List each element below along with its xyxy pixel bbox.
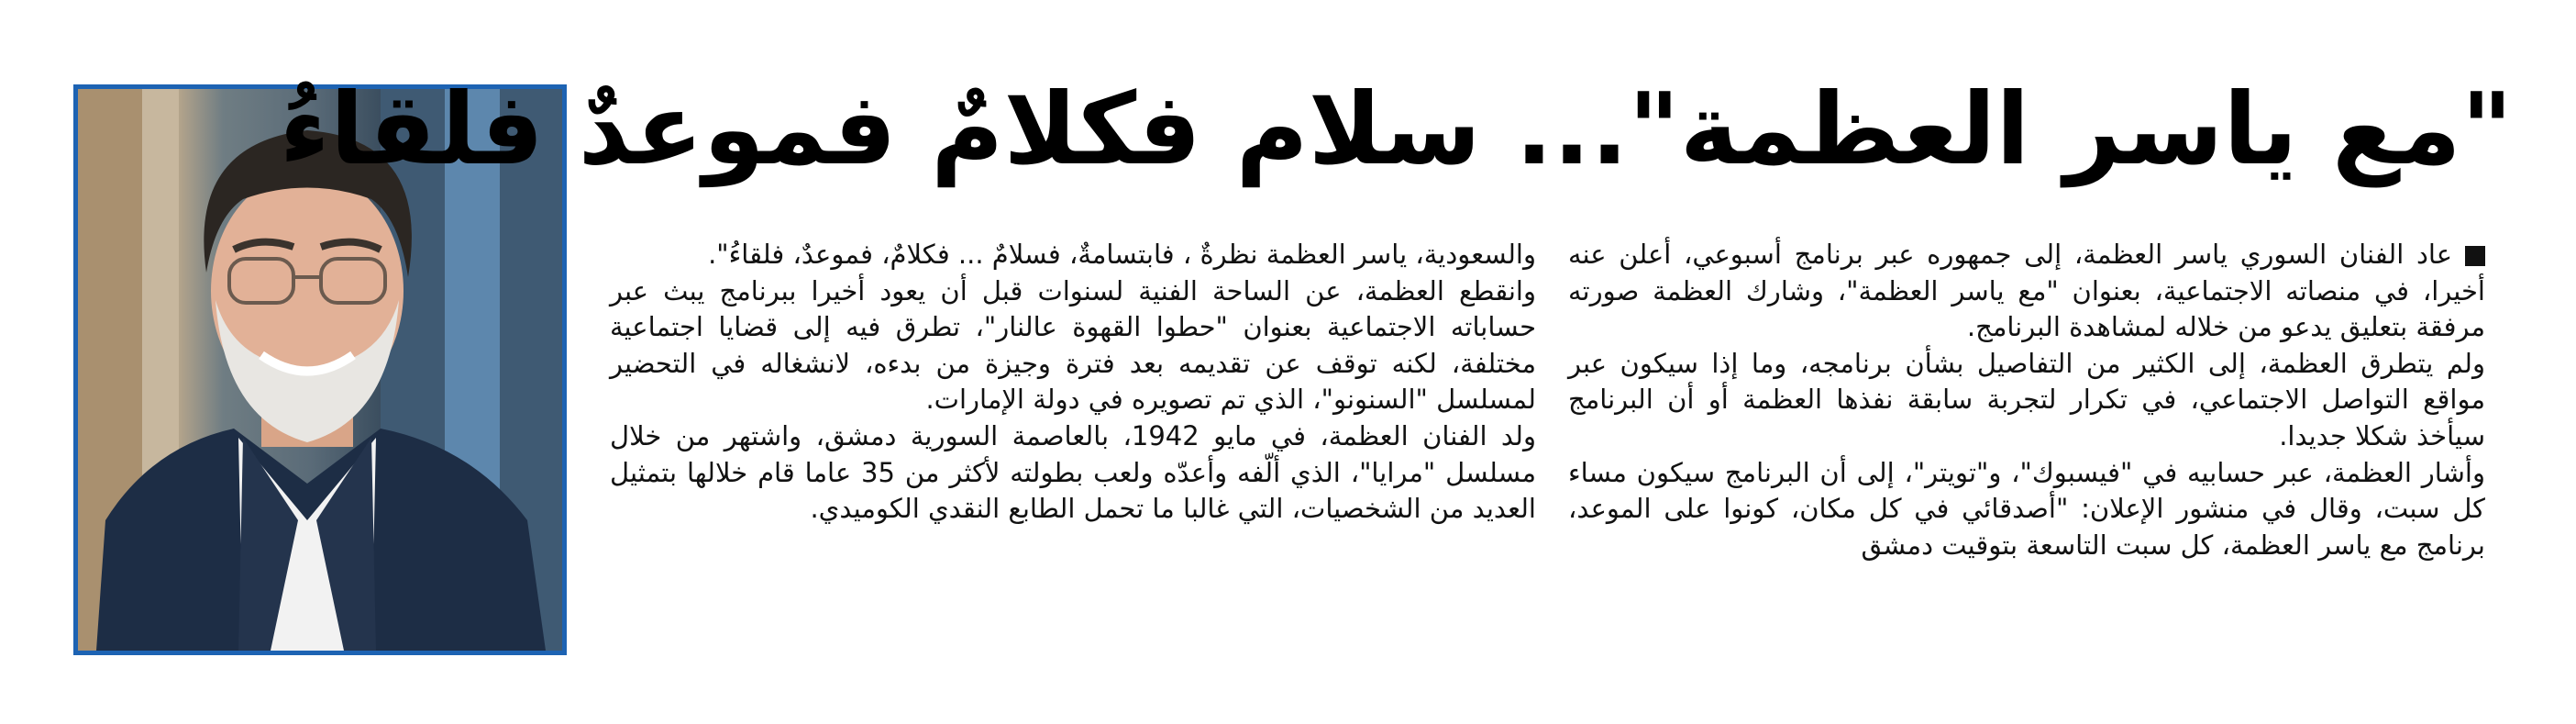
paragraph xyxy=(1568,237,2485,346)
headline: "مع ياسر العظمة"... سلام فكلامٌ فموعدٌ فلقاءُ xyxy=(279,72,2513,187)
paragraph: ولم يتطرق العظمة، إلى الكثير من التفاصيل بشأن برنامجه، وما إذا سيكون عبر مواقع التواصل الاجتماعي، في تكرار لتجربة سابقة نفذها العظمة أو أن البرنامج سيأخذ شكلا جديدا. xyxy=(1568,347,2485,451)
article-column-right xyxy=(1568,237,2485,668)
paragraph: وانقطع العظمة، عن الساحة الفنية لسنوات قبل أن يعود أخيرا ببرنامج يبث عبر حساباته الاجتماعية بعنوان "حطوا القهوة عالنار"، تطرق فيه إلى قضايا اجتماعية مختلفة، لكنه توقف عن تقديمه بعد فترة وجيزة من بدءه، لانشغاله في التحضير لمسلسل "السنونو"، الذي تم تصويره في دولة الإمارات. xyxy=(610,274,1536,416)
bullet-square-icon xyxy=(2465,246,2485,266)
paragraph: ولد الفنان العظمة، في مايو 1942، بالعاصمة السورية دمشق، واشتهر من خلال مسلسل "مرايا"، الذي ألّفه وأعدّه ولعب بطولته لأكثر من 35 عاما قام خلالها بتمثيل العديد من الشخصيات، التي غالبا ما تحمل الطابع النقدي الكوميدي. xyxy=(610,419,1536,525)
paragraph-text: عاد الفنان السوري ياسر العظمة، إلى جمهوره عبر برنامج أسبوعي، أعلن عنه أخيرا، في منصاته الاجتماعية، بعنوان "مع ياسر العظمة"، وشارك العظمة صورته مرفقة بتعليق يدعو من خلاله لمشاهدة البرنامج. xyxy=(1568,239,2485,343)
article-column-left xyxy=(610,237,1536,668)
paragraph: والسعودية، ياسر العظمة نظرةٌ ، فابتسامةٌ، فسلامٌ ... فكلامٌ، فموعدٌ، فلقاءُ". xyxy=(708,239,1536,270)
paragraph: وأشار العظمة، عبر حسابيه في "فيسبوك"، و"تويتر"، إلى أن البرنامج سيكون مساء كل سبت، وقال في منشور الإعلان: "أصدقائي في كل مكان، كونوا على الموعد، برنامج مع ياسر العظمة، كل سبت التاسعة بتوقيت دمشق xyxy=(1568,456,2485,561)
